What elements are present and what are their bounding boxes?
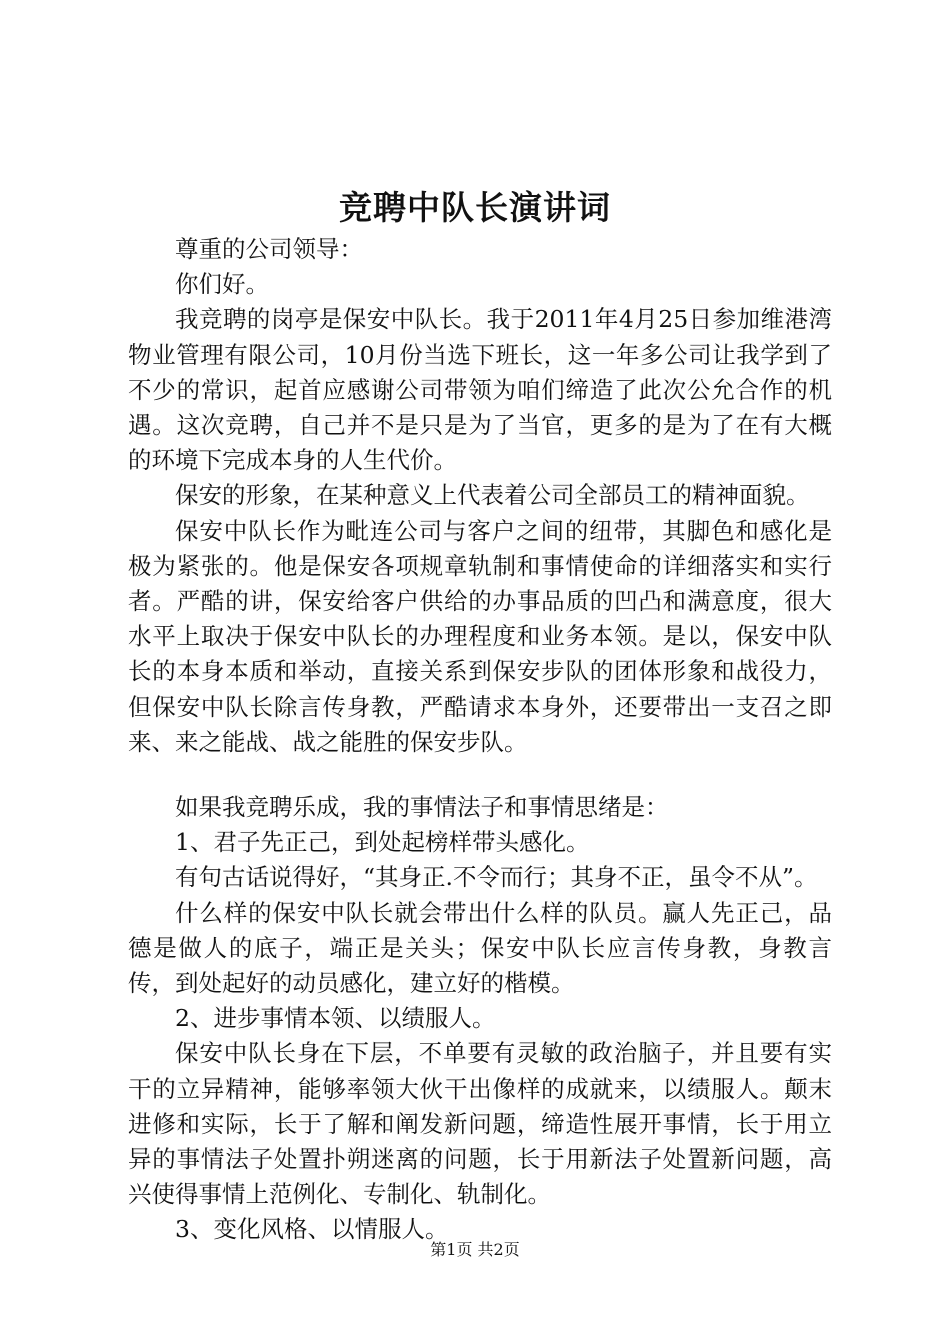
page-footer: 第1页 共2页 — [430, 1240, 520, 1259]
paragraph-greeting: 你们好。 — [175, 270, 269, 299]
document-title: 竞聘中队长演讲词 — [339, 188, 611, 227]
paragraph-point-1-heading: 1、君子先正己，到处起榜样带头感化。 — [175, 828, 590, 857]
paragraph-image-statement: 保安的形象，在某种意义上代表着公司全部员工的精神面貌。 — [175, 481, 810, 510]
document-body — [128, 232, 832, 1248]
paragraph-point-2-heading: 2、进步事情本领、以绩服人。 — [175, 1004, 496, 1033]
paragraph-point-3-heading: 3、变化风格、以情服人。 — [175, 1215, 449, 1244]
paragraph-point-1-quote: 有句古话说得好，“其身正.不令而行；其身不正，虽令不从”。 — [175, 863, 818, 892]
paragraph-introduction: 我竞聘的岗亭是保安中队长。我于2011年4月25日参加维港湾物业管理有限公司，10月份当选下班长，这一年多公司让我学到了不少的常识，起首应感谢公司带领为咱们缔造了此次公允合作的机遇。这次竞聘，自己并不是只是为了当官，更多的是为了在有大概的环境下完成本身的人生代价。 — [128, 305, 832, 475]
paragraph-point-1-body: 什么样的保安中队长就会带出什么样的队员。赢人先正己，品德是做人的底子，端正是关头；保安中队长应言传身教，身教言传，到处起好的动员感化，建立好的楷模。 — [128, 898, 832, 998]
paragraph-plan-intro: 如果我竞聘乐成，我的事情法子和事情思绪是： — [175, 793, 669, 822]
paragraph-salutation: 尊重的公司领导： — [175, 235, 363, 263]
paragraph-role-description: 保安中队长作为毗连公司与客户之间的纽带，其脚色和感化是极为紧张的。他是保安各项规章轨制和事情使命的详细落实和实行者。严酷的讲，保安给客户供给的办事品质的凹凸和满意度，很大水平上取决于保安中队长的办理程度和业务本领。是以，保安中队长的本身本质和举动，直接关系到保安步队的团体形象和战役力，但保安中队长除言传身教，严酷请求本身外，还要带出一支召之即来、来之能战、战之能胜的保安步队。 — [128, 516, 832, 756]
paragraph-point-2-body: 保安中队长身在下层，不单要有灵敏的政治脑子，并且要有实干的立异精神，能够率领大伙干出像样的成就来，以绩服人。颠末进修和实际，长于了解和阐发新问题，缔造性展开事情，长于用立异的事情法子处置扑朔迷离的问题，长于用新法子处置新问题，高兴使得事情上范例化、专制化、轨制化。 — [128, 1039, 832, 1209]
